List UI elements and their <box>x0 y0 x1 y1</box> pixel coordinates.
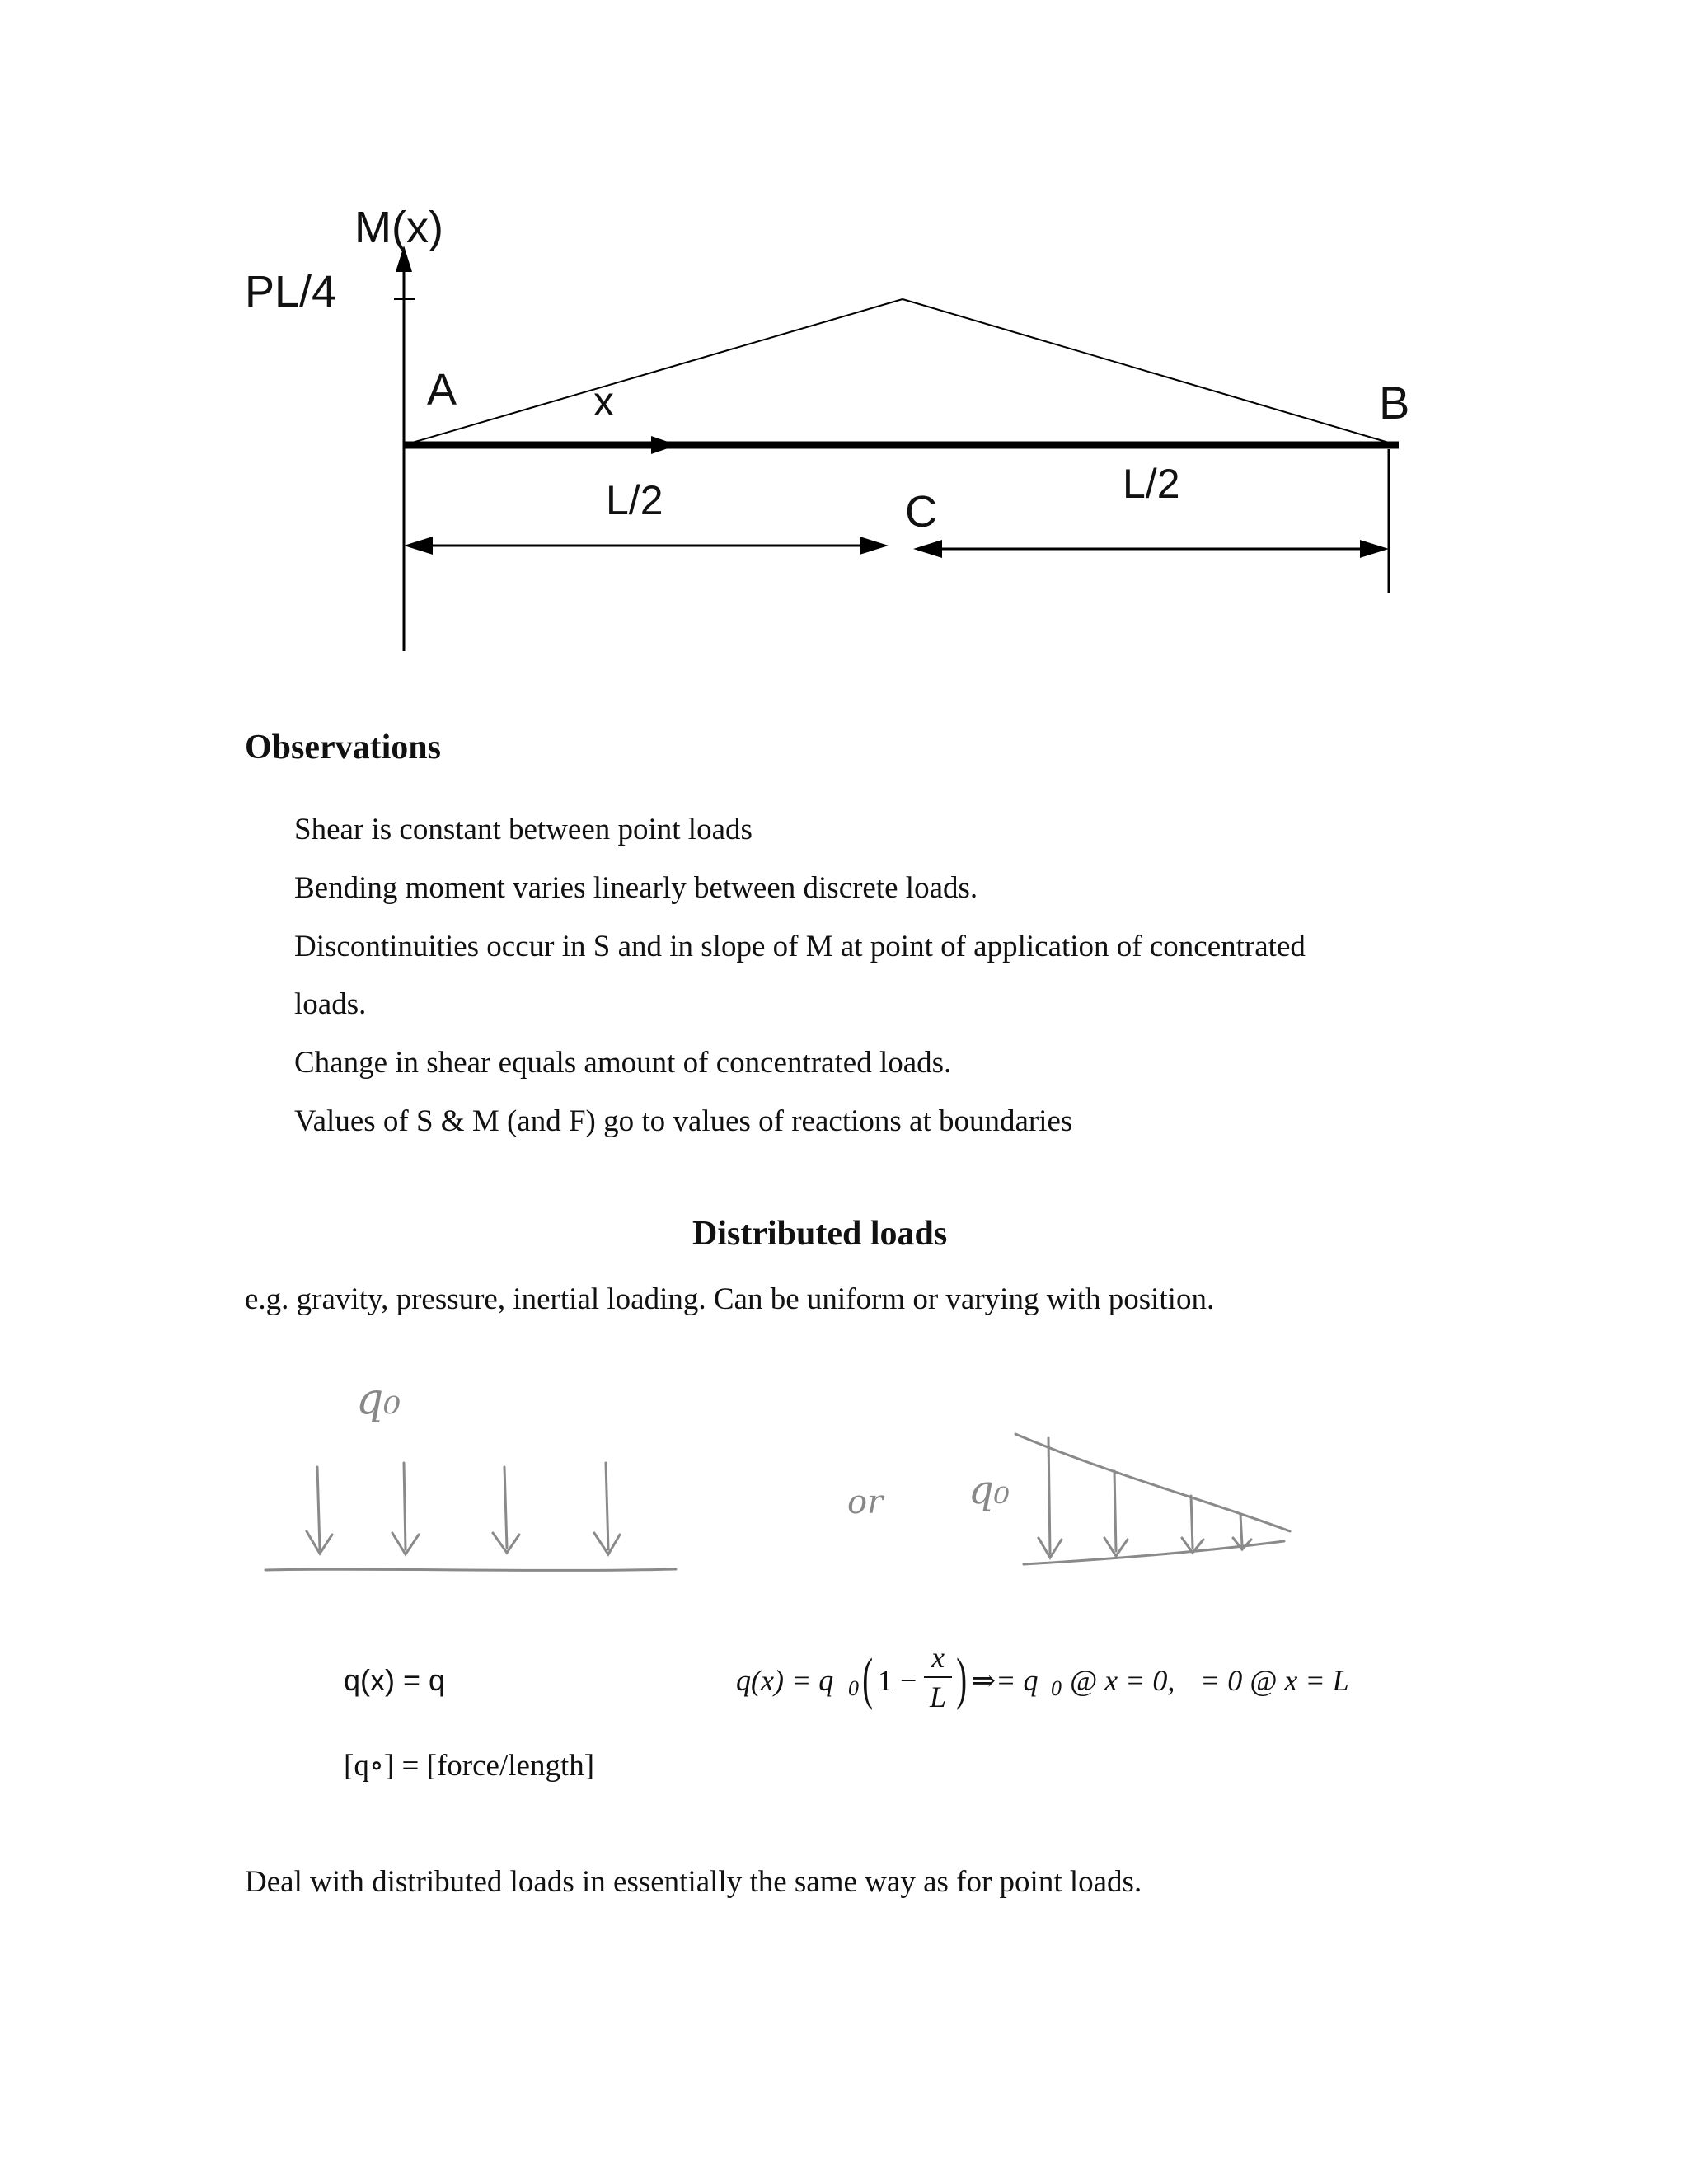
observation-item: Shear is constant between point loads <box>294 813 753 846</box>
uniform-load-label: q₀ <box>356 1375 401 1424</box>
varying-arrow <box>1233 1515 1251 1549</box>
observation-item: Discontinuities occur in S and in slope of M at point of application of concentrated <box>294 930 1306 963</box>
eq-open-paren: ( <box>862 1647 874 1711</box>
observation-item: Values of S & M (and F) go to values of reactions at boundaries <box>294 1104 1073 1138</box>
uniform-arrow <box>493 1467 519 1553</box>
point-a-label: A <box>427 365 457 415</box>
eq-rhs-subscript: 0 <box>1051 1676 1062 1700</box>
peak-value-label: PL/4 <box>245 267 337 316</box>
observations-title: Observations <box>245 729 442 766</box>
x-label: x <box>593 378 614 424</box>
eq-close-paren: ) <box>956 1647 968 1711</box>
eq-lhs: q(x) = q <box>736 1664 834 1697</box>
varying-arrow <box>1104 1471 1128 1556</box>
eq-rhs-arrow: ⇒= q <box>971 1664 1039 1697</box>
point-b-label: B <box>1379 377 1410 429</box>
span-left-label: L/2 <box>606 477 663 523</box>
uniform-arrow <box>392 1463 419 1554</box>
eq-rhs-at-zero: @ x = 0, <box>1070 1664 1175 1697</box>
sketch-or-label: or <box>847 1483 884 1521</box>
moment-axis-label: M(x) <box>354 203 443 252</box>
load-units: [q∘] = [force/length] <box>344 1749 595 1783</box>
observation-item: Change in shear equals amount of concentrated loads. <box>294 1046 952 1080</box>
eq-frac-denominator: L <box>929 1680 947 1713</box>
uniform-load-baseline <box>265 1569 676 1570</box>
observation-item: Bending moment varies linearly between discrete loads. <box>294 871 978 905</box>
varying-arrow <box>1039 1438 1062 1558</box>
varying-load-label: q₀ <box>968 1467 1010 1513</box>
observation-item: loads. <box>294 987 367 1021</box>
uniform-arrow <box>307 1467 332 1554</box>
eq-one-minus: 1 − <box>878 1664 917 1697</box>
point-c-label: C <box>905 487 937 537</box>
eq-lhs-subscript: 0 <box>848 1676 859 1700</box>
distributed-title: Distributed loads <box>692 1215 948 1253</box>
uniform-arrow <box>594 1463 620 1554</box>
closing-sentence: Deal with distributed loads in essentially the same way as for point loads. <box>245 1865 1142 1899</box>
varying-load-top <box>1015 1434 1290 1531</box>
distributed-intro: e.g. gravity, pressure, inertial loading. Can be uniform or varying with position. <box>245 1282 1215 1316</box>
varying-arrow <box>1182 1496 1203 1553</box>
eq-frac-numerator: x <box>931 1641 945 1674</box>
eq-frac-bar <box>924 1676 952 1678</box>
eq-rhs-at-l: = 0 @ x = L <box>1200 1664 1349 1697</box>
uniform-load-equation: q(x) = q <box>344 1663 446 1697</box>
span-right-label: L/2 <box>1123 461 1180 507</box>
